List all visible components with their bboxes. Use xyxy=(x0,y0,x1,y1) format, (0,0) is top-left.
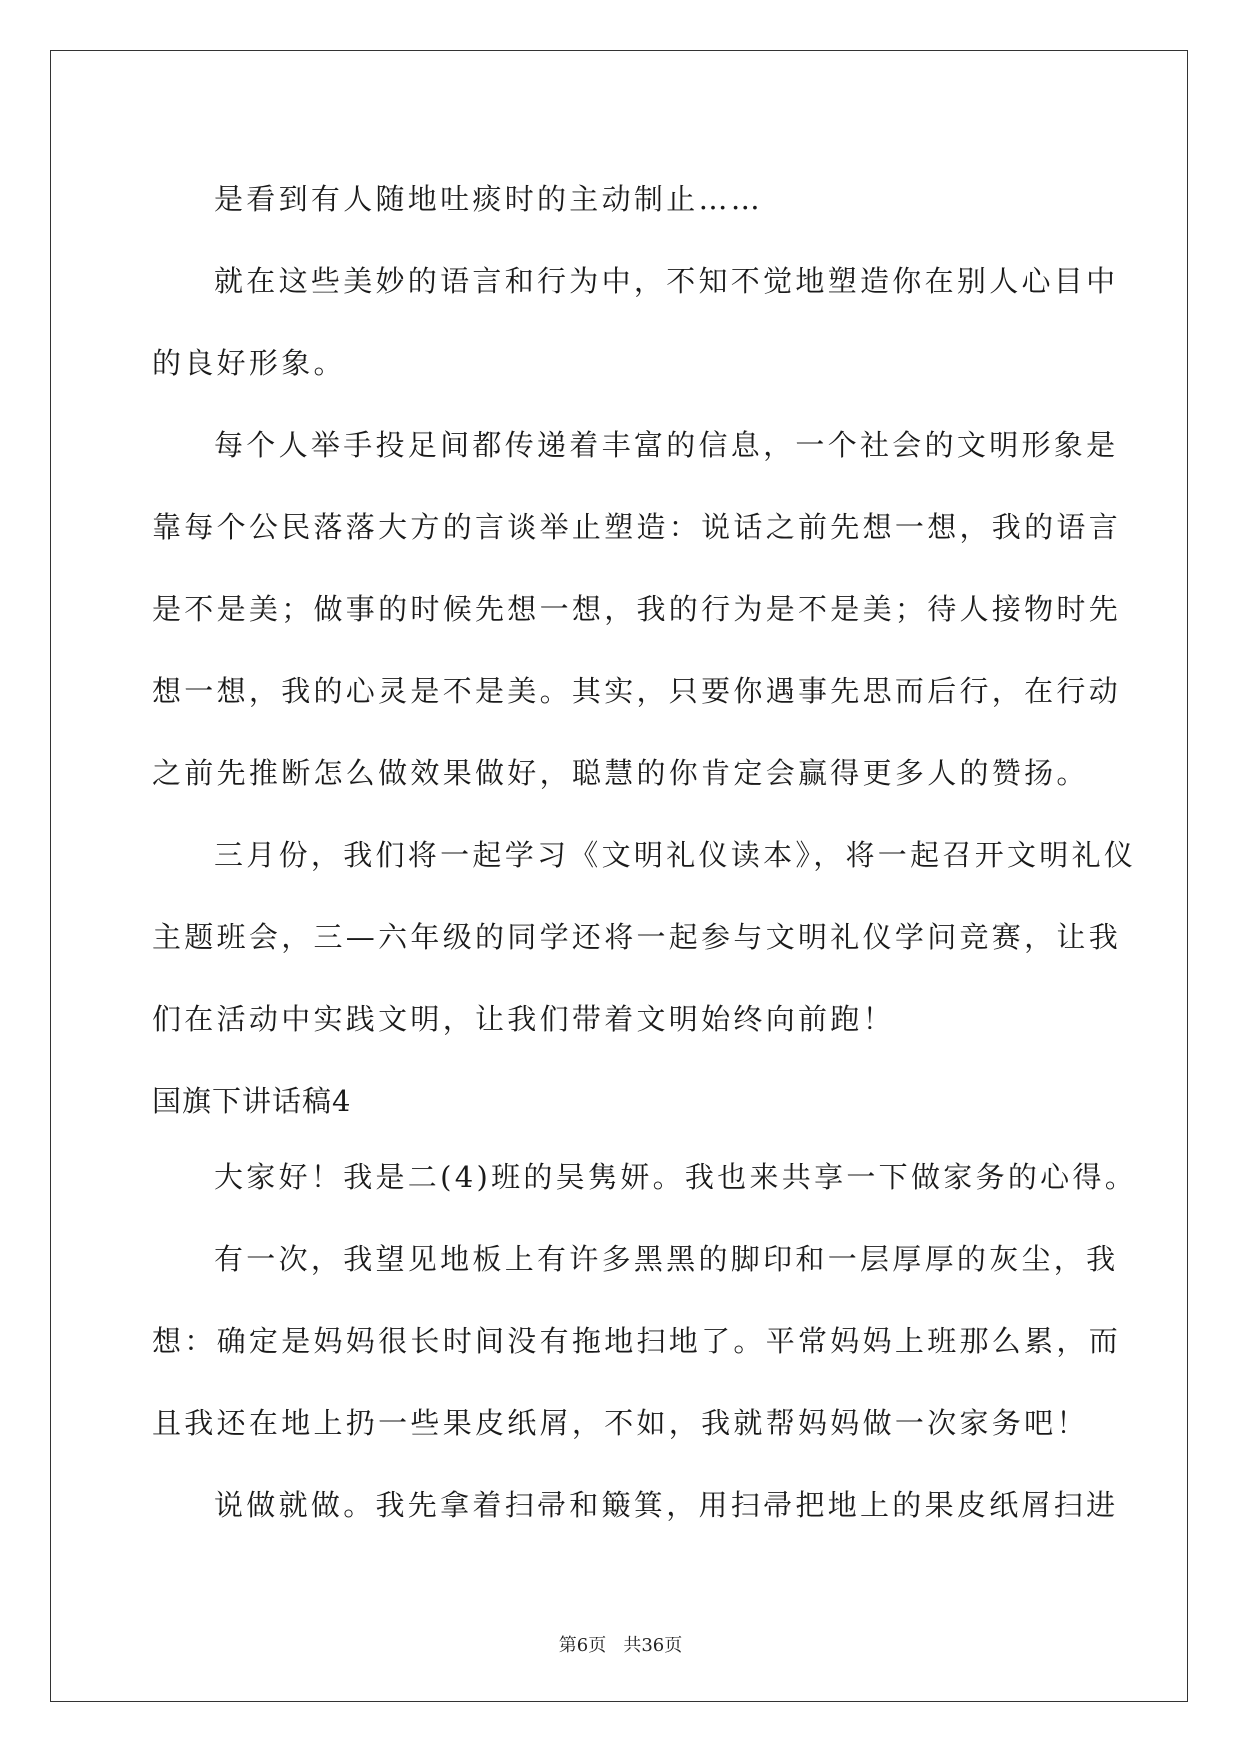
paragraph-line: 主题班会，三—六年级的同学还将一起参与文明礼仪学问竞赛，让我 xyxy=(152,920,1122,954)
paragraph-line: 靠每个公民落落大方的言谈举止塑造：说话之前先想一想，我的语言 xyxy=(152,510,1122,544)
paragraph-line: 大家好！我是二(4)班的吴隽妍。我也来共享一下做家务的心得。 xyxy=(214,1160,1138,1194)
page-number-prefix: 第 xyxy=(558,1635,577,1656)
paragraph-line: 想一想，我的心灵是不是美。其实，只要你遇事先思而后行，在行动 xyxy=(152,674,1122,708)
paragraph-line: 是看到有人随地吐痰时的主动制止…… xyxy=(214,182,764,216)
page-total: 36 xyxy=(641,1635,665,1656)
paragraph-line: 说做就做。我先拿着扫帚和簸箕，用扫帚把地上的果皮纸屑扫进 xyxy=(214,1488,1119,1522)
section-heading: 国旗下讲话稿4 xyxy=(152,1084,352,1118)
paragraph-line: 是不是美；做事的时候先想一想，我的行为是不是美；待人接物时先 xyxy=(152,592,1122,626)
page-footer xyxy=(0,1634,1241,1658)
paragraph-line: 的良好形象。 xyxy=(152,346,346,380)
paragraph-line: 有一次，我望见地板上有许多黑黑的脚印和一层厚厚的灰尘，我 xyxy=(214,1242,1119,1276)
paragraph-line: 三月份，我们将一起学习《文明礼仪读本》，将一起召开文明礼仪 xyxy=(214,838,1137,872)
paragraph-line: 们在活动中实践文明，让我们带着文明始终向前跑！ xyxy=(152,1002,895,1036)
page-total-prefix: 共 xyxy=(623,1635,642,1656)
paragraph-line: 且我还在地上扔一些果皮纸屑，不如，我就帮妈妈做一次家务吧！ xyxy=(152,1406,1089,1440)
paragraph-line: 就在这些美妙的语言和行为中，不知不觉地塑造你在别人心目中 xyxy=(214,264,1119,298)
page-total-suffix: 页 xyxy=(664,1635,683,1656)
paragraph-line: 想：确定是妈妈很长时间没有拖地扫地了。平常妈妈上班那么累，而 xyxy=(152,1324,1122,1358)
paragraph-line: 之前先推断怎么做效果做好，聪慧的你肯定会赢得更多人的赞扬。 xyxy=(152,756,1089,790)
page-number-current: 6 xyxy=(576,1635,589,1656)
document-body xyxy=(152,158,1138,1546)
page-number-suffix: 页 xyxy=(588,1635,607,1656)
paragraph-line: 每个人举手投足间都传递着丰富的信息，一个社会的文明形象是 xyxy=(214,428,1119,462)
